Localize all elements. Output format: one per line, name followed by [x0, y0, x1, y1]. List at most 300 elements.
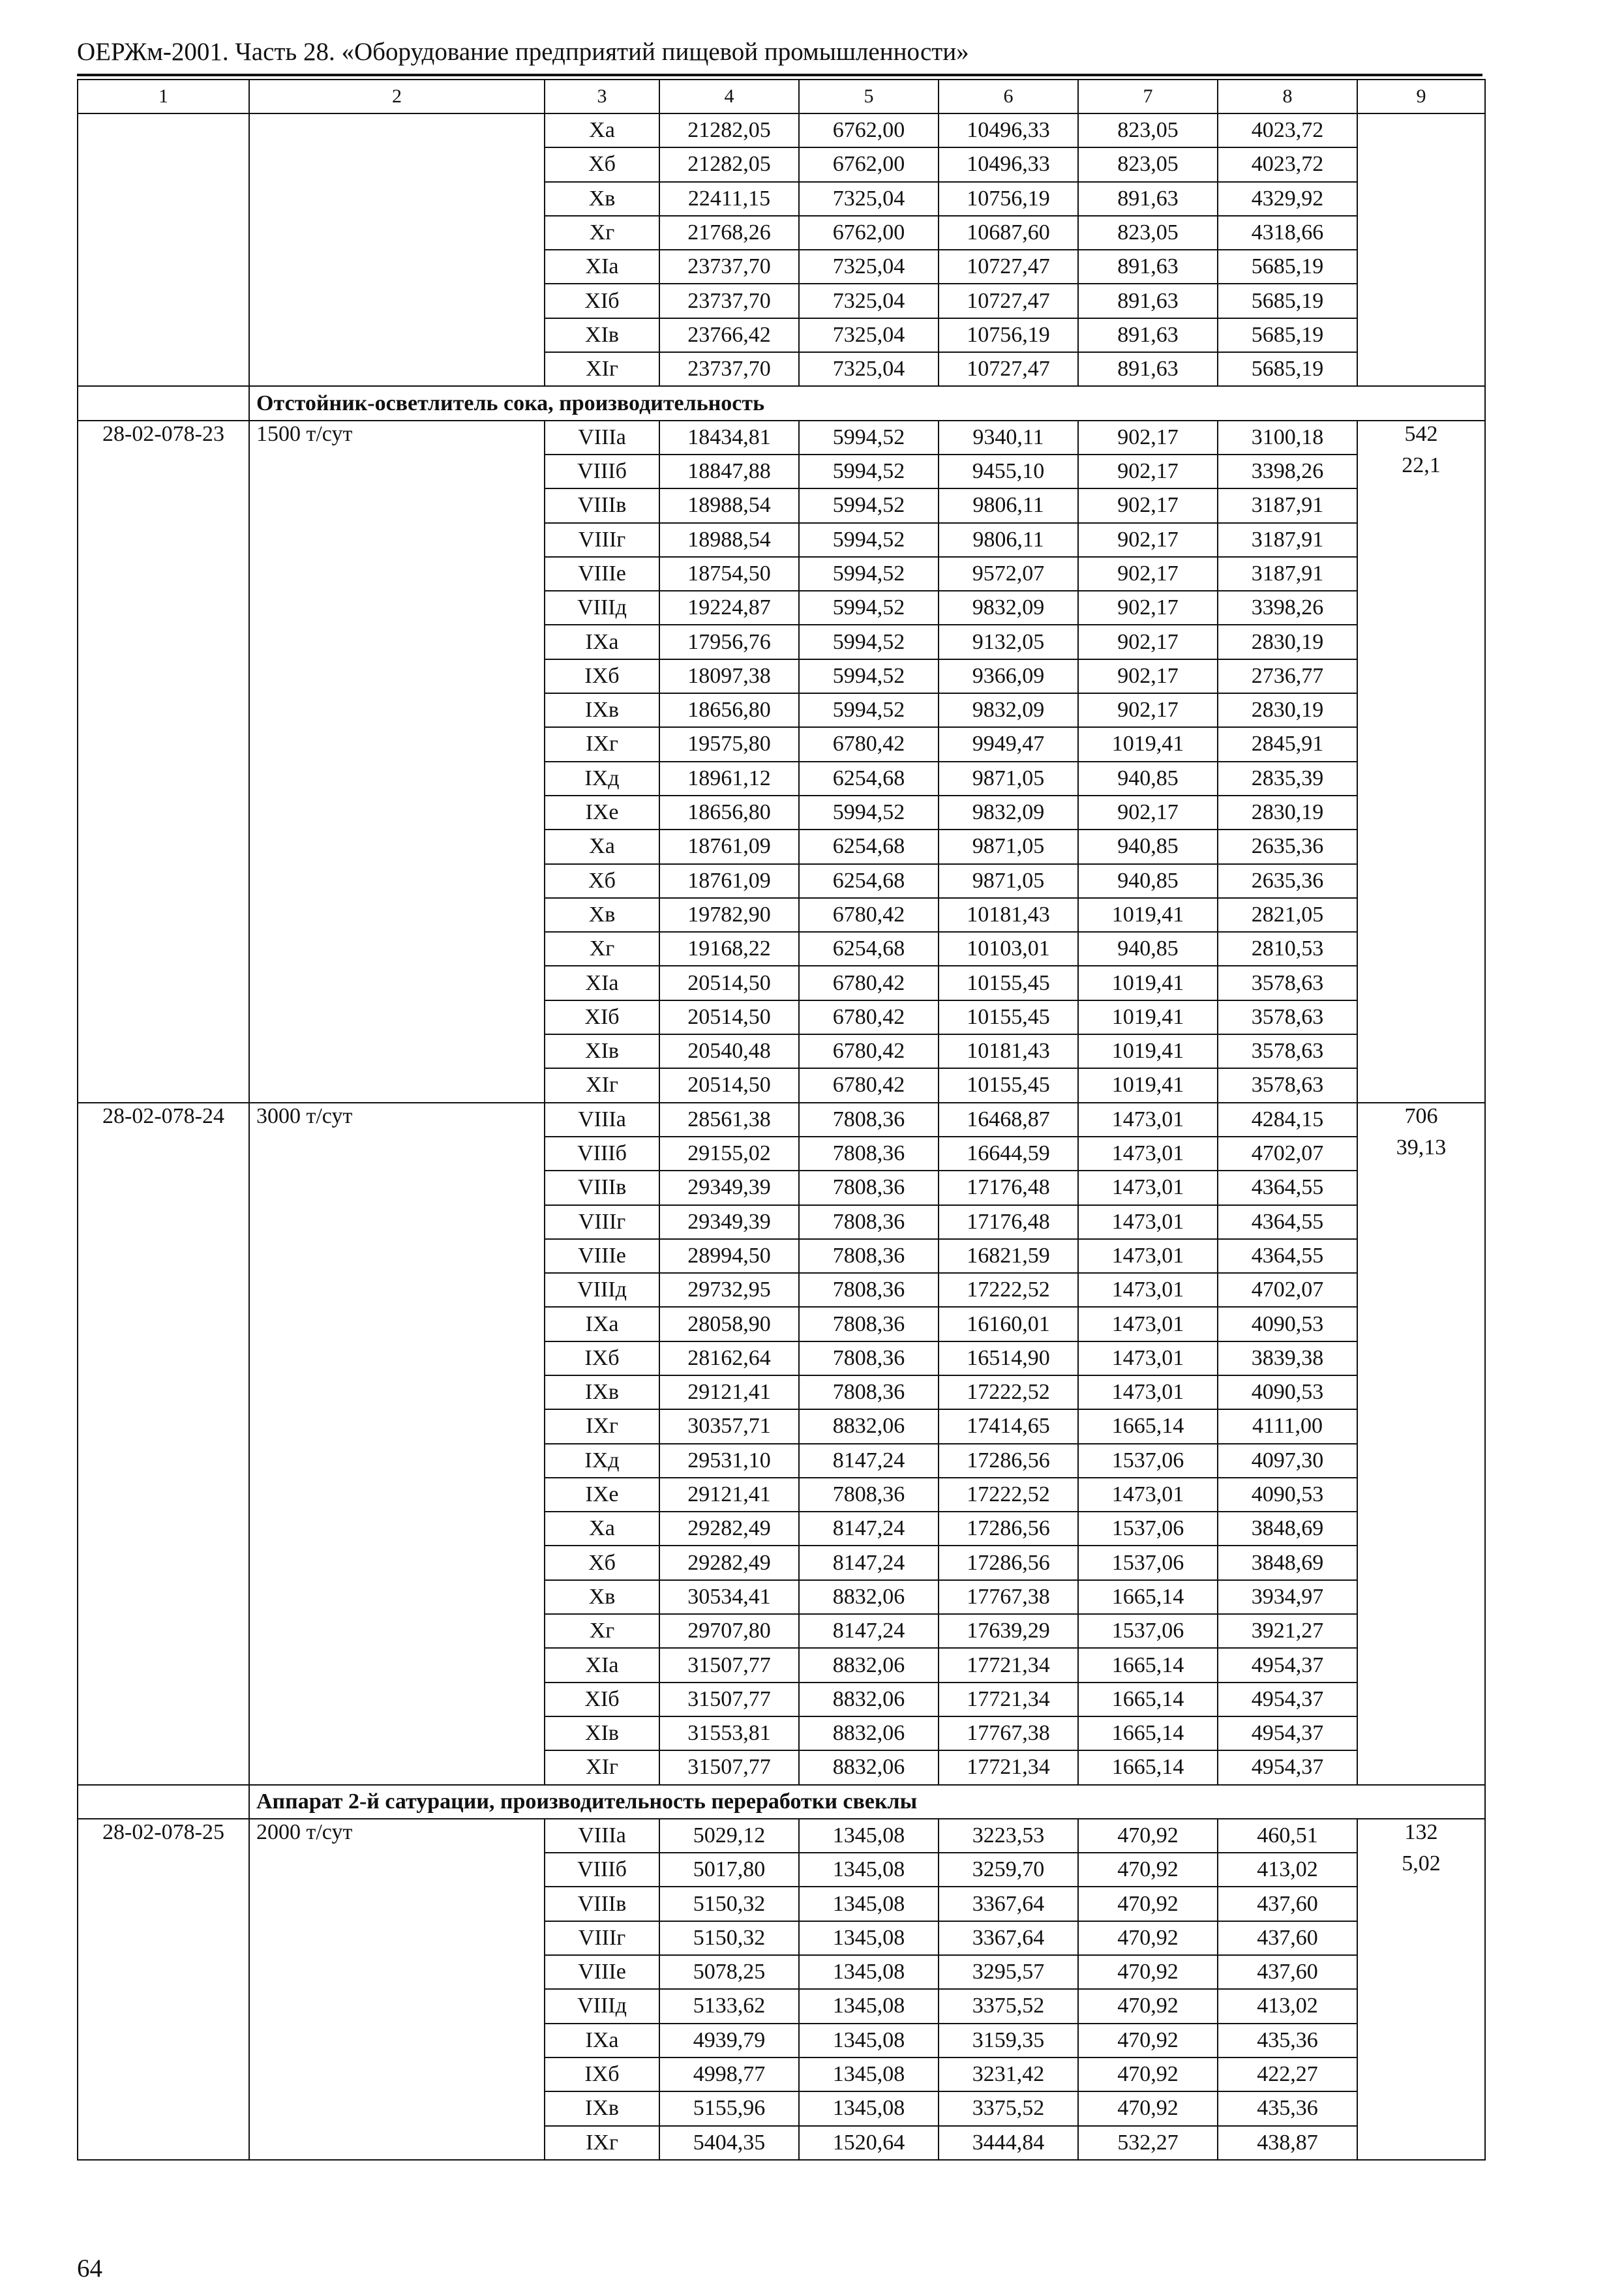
price-value: 18988,54 [659, 488, 799, 522]
price-value: 470,92 [1078, 1819, 1218, 1853]
price-value: 7325,04 [799, 182, 939, 216]
price-value: 470,92 [1078, 1921, 1218, 1955]
region-code: Xa [545, 113, 659, 147]
price-value: 18434,81 [659, 421, 799, 455]
price-value: 3100,18 [1218, 421, 1357, 455]
price-value: 1520,64 [799, 2126, 939, 2160]
table-row [78, 113, 1485, 147]
region-code: XIв [545, 1716, 659, 1750]
price-value: 17639,29 [939, 1614, 1078, 1648]
price-value: 10155,45 [939, 1000, 1078, 1034]
price-value: 17222,52 [939, 1478, 1078, 1512]
price-value: 1537,06 [1078, 1614, 1218, 1648]
price-value: 10687,60 [939, 216, 1078, 250]
price-value: 3367,64 [939, 1887, 1078, 1921]
price-value: 5994,52 [799, 659, 939, 693]
region-code: VIIIe [545, 1955, 659, 1989]
price-value: 16468,87 [939, 1103, 1078, 1137]
price-value: 437,60 [1218, 1887, 1357, 1921]
price-value: 30357,71 [659, 1409, 799, 1443]
price-value: 6780,42 [799, 727, 939, 761]
price-value: 1019,41 [1078, 1000, 1218, 1034]
price-value: 9832,09 [939, 693, 1078, 727]
region-code: Xг [545, 216, 659, 250]
price-value: 413,02 [1218, 1989, 1357, 2023]
price-value: 1345,08 [799, 1819, 939, 1853]
price-value: 4023,72 [1218, 147, 1357, 181]
region-code: IXe [545, 1478, 659, 1512]
price-value: 1345,08 [799, 1921, 939, 1955]
price-value: 4939,79 [659, 2024, 799, 2057]
region-code: VIIIд [545, 591, 659, 625]
region-code: XIв [545, 1034, 659, 1068]
price-value: 19224,87 [659, 591, 799, 625]
price-value: 5133,62 [659, 1989, 799, 2023]
price-value: 29282,49 [659, 1546, 799, 1579]
price-value: 4364,55 [1218, 1171, 1357, 1204]
rate-code: 28-02-078-24 [78, 1103, 249, 1785]
region-code: IXг [545, 2126, 659, 2160]
region-code: IXг [545, 727, 659, 761]
region-code: VIIIг [545, 523, 659, 557]
price-value: 2736,77 [1218, 659, 1357, 693]
price-value: 9832,09 [939, 591, 1078, 625]
price-value: 2835,39 [1218, 762, 1357, 796]
price-value: 17767,38 [939, 1580, 1078, 1614]
table-row [78, 421, 1485, 455]
price-value: 4364,55 [1218, 1239, 1357, 1273]
price-value: 1473,01 [1078, 1205, 1218, 1239]
price-value: 1473,01 [1078, 1307, 1218, 1341]
price-value: 7808,36 [799, 1375, 939, 1409]
price-value: 2830,19 [1218, 693, 1357, 727]
price-value: 3259,70 [939, 1853, 1078, 1887]
column-number: 7 [1078, 80, 1218, 113]
price-value: 5078,25 [659, 1955, 799, 1989]
price-value: 1473,01 [1078, 1137, 1218, 1171]
section-code-cell [78, 1785, 249, 1819]
region-code: XIa [545, 250, 659, 284]
region-code: VIIIг [545, 1921, 659, 1955]
price-value: 891,63 [1078, 318, 1218, 352]
price-value: 4954,37 [1218, 1750, 1357, 1784]
price-value: 10756,19 [939, 182, 1078, 216]
region-code: Xг [545, 932, 659, 966]
price-value: 5994,52 [799, 421, 939, 455]
region-code: IXa [545, 2024, 659, 2057]
price-value: 8832,06 [799, 1716, 939, 1750]
price-value: 23766,42 [659, 318, 799, 352]
price-value: 3848,69 [1218, 1546, 1357, 1579]
price-value: 4998,77 [659, 2057, 799, 2091]
region-code: IXд [545, 1444, 659, 1478]
labor-weight-cell [1357, 1103, 1485, 1785]
price-value: 9871,05 [939, 762, 1078, 796]
price-value: 4702,07 [1218, 1273, 1357, 1307]
region-code: IXв [545, 2091, 659, 2125]
price-value: 17721,34 [939, 1683, 1078, 1716]
price-value: 8832,06 [799, 1409, 939, 1443]
price-value: 902,17 [1078, 591, 1218, 625]
price-value: 3231,42 [939, 2057, 1078, 2091]
price-value: 22411,15 [659, 182, 799, 216]
price-value: 902,17 [1078, 693, 1218, 727]
price-value: 2830,19 [1218, 625, 1357, 659]
price-value: 3578,63 [1218, 1034, 1357, 1068]
price-value: 29282,49 [659, 1512, 799, 1546]
price-value: 18988,54 [659, 523, 799, 557]
price-value: 1345,08 [799, 1989, 939, 2023]
price-value: 4097,30 [1218, 1444, 1357, 1478]
price-value: 23737,70 [659, 284, 799, 318]
price-value: 5685,19 [1218, 250, 1357, 284]
region-code: VIIIг [545, 1205, 659, 1239]
price-value: 5994,52 [799, 523, 939, 557]
equipment-capacity: 3000 т/сут [249, 1103, 545, 1785]
price-value: 16160,01 [939, 1307, 1078, 1341]
region-code: VIIIб [545, 455, 659, 488]
price-value: 17414,65 [939, 1409, 1078, 1443]
price-value: 4090,53 [1218, 1307, 1357, 1341]
price-value: 1537,06 [1078, 1444, 1218, 1478]
price-value: 29349,39 [659, 1205, 799, 1239]
region-code: XIг [545, 1068, 659, 1102]
price-value: 902,17 [1078, 659, 1218, 693]
price-value: 891,63 [1078, 352, 1218, 386]
labor-weight-value: 22,1 [1402, 453, 1441, 477]
price-value: 21768,26 [659, 216, 799, 250]
price-value: 5994,52 [799, 488, 939, 522]
region-code: IXa [545, 625, 659, 659]
price-value: 3187,91 [1218, 523, 1357, 557]
price-value: 6780,42 [799, 1034, 939, 1068]
price-value: 3367,64 [939, 1921, 1078, 1955]
price-value: 10756,19 [939, 318, 1078, 352]
price-value: 5994,52 [799, 796, 939, 830]
equipment-capacity: 2000 т/сут [249, 1819, 545, 2160]
price-value: 9132,05 [939, 625, 1078, 659]
price-value: 1665,14 [1078, 1683, 1218, 1716]
price-value: 6780,42 [799, 1000, 939, 1034]
region-code: Xб [545, 147, 659, 181]
labor-weight-cell [1357, 421, 1485, 1103]
section-title: Отстойник-осветлитель сока, производительность [249, 386, 1485, 420]
price-value: 1473,01 [1078, 1375, 1218, 1409]
price-value: 9832,09 [939, 796, 1078, 830]
price-value: 1345,08 [799, 2024, 939, 2057]
labor-weight-value: 542 [1404, 421, 1438, 446]
region-code: Xв [545, 182, 659, 216]
region-code: Xб [545, 1546, 659, 1579]
price-value: 9455,10 [939, 455, 1078, 488]
price-value: 940,85 [1078, 762, 1218, 796]
price-value: 17286,56 [939, 1512, 1078, 1546]
column-number: 9 [1357, 80, 1485, 113]
price-value: 5685,19 [1218, 318, 1357, 352]
price-value: 30534,41 [659, 1580, 799, 1614]
price-value: 20540,48 [659, 1034, 799, 1068]
labor-weight-value: 706 [1404, 1103, 1438, 1128]
price-value: 1665,14 [1078, 1580, 1218, 1614]
price-value: 29531,10 [659, 1444, 799, 1478]
price-value: 5404,35 [659, 2126, 799, 2160]
price-value: 1345,08 [799, 1887, 939, 1921]
price-value: 3187,91 [1218, 557, 1357, 591]
price-value: 5685,19 [1218, 284, 1357, 318]
region-code: IXг [545, 1409, 659, 1443]
price-value: 460,51 [1218, 1819, 1357, 1853]
price-value: 18754,50 [659, 557, 799, 591]
price-value: 6780,42 [799, 966, 939, 1000]
price-value: 3444,84 [939, 2126, 1078, 2160]
price-value: 17222,52 [939, 1375, 1078, 1409]
price-value: 3159,35 [939, 2024, 1078, 2057]
price-value: 8147,24 [799, 1546, 939, 1579]
price-value: 3295,57 [939, 1955, 1078, 1989]
price-value: 5029,12 [659, 1819, 799, 1853]
labor-weight-value: 132 [1404, 1819, 1438, 1844]
section-row [78, 1785, 1485, 1819]
equipment-capacity: 1500 т/сут [249, 421, 545, 1103]
price-value: 5994,52 [799, 591, 939, 625]
price-value: 4111,00 [1218, 1409, 1357, 1443]
region-code: IXe [545, 796, 659, 830]
region-code: VIIIe [545, 557, 659, 591]
price-value: 437,60 [1218, 1955, 1357, 1989]
table-row [78, 1819, 1485, 1853]
section-row [78, 386, 1485, 420]
price-value: 1537,06 [1078, 1546, 1218, 1579]
price-value: 16821,59 [939, 1239, 1078, 1273]
price-value: 5017,80 [659, 1853, 799, 1887]
price-value: 4090,53 [1218, 1375, 1357, 1409]
price-value: 31507,77 [659, 1648, 799, 1682]
price-value: 28162,64 [659, 1341, 799, 1375]
price-value: 1019,41 [1078, 727, 1218, 761]
price-value: 17956,76 [659, 625, 799, 659]
price-value: 3934,97 [1218, 1580, 1357, 1614]
price-value: 9871,05 [939, 830, 1078, 863]
price-value: 470,92 [1078, 1887, 1218, 1921]
price-value: 7325,04 [799, 284, 939, 318]
price-value: 7808,36 [799, 1478, 939, 1512]
price-value: 1473,01 [1078, 1478, 1218, 1512]
region-code: VIIIв [545, 1887, 659, 1921]
price-value: 4023,72 [1218, 113, 1357, 147]
price-value: 19168,22 [659, 932, 799, 966]
price-value: 29121,41 [659, 1375, 799, 1409]
region-code: Xa [545, 1512, 659, 1546]
price-value: 1345,08 [799, 2057, 939, 2091]
rate-code: 28-02-078-25 [78, 1819, 249, 2160]
price-value: 3921,27 [1218, 1614, 1357, 1648]
price-value: 1665,14 [1078, 1750, 1218, 1784]
price-value: 940,85 [1078, 830, 1218, 863]
price-value: 9340,11 [939, 421, 1078, 455]
price-value: 9366,09 [939, 659, 1078, 693]
price-value: 891,63 [1078, 250, 1218, 284]
price-value: 2830,19 [1218, 796, 1357, 830]
region-code: XIг [545, 1750, 659, 1784]
price-value: 9572,07 [939, 557, 1078, 591]
price-value: 5994,52 [799, 455, 939, 488]
price-value: 1473,01 [1078, 1239, 1218, 1273]
price-value: 4954,37 [1218, 1648, 1357, 1682]
price-value: 5150,32 [659, 1921, 799, 1955]
labor-weight-cell [1357, 113, 1485, 386]
price-value: 10727,47 [939, 250, 1078, 284]
section-code-cell [78, 386, 249, 420]
price-value: 1665,14 [1078, 1648, 1218, 1682]
price-value: 1019,41 [1078, 898, 1218, 932]
region-code: XIб [545, 1000, 659, 1034]
price-value: 4954,37 [1218, 1716, 1357, 1750]
price-value: 8147,24 [799, 1444, 939, 1478]
price-value: 31507,77 [659, 1683, 799, 1716]
price-value: 10496,33 [939, 113, 1078, 147]
price-value: 1473,01 [1078, 1171, 1218, 1204]
price-value: 3578,63 [1218, 1068, 1357, 1102]
price-value: 1019,41 [1078, 1034, 1218, 1068]
region-code: XIг [545, 352, 659, 386]
region-code: VIIIa [545, 421, 659, 455]
price-value: 29349,39 [659, 1171, 799, 1204]
price-value: 10181,43 [939, 898, 1078, 932]
region-code: XIб [545, 1683, 659, 1716]
page-header: ОЕРЖм-2001. Часть 28. «Оборудование предприятий пищевой промышленности» [77, 38, 969, 66]
price-value: 21282,05 [659, 147, 799, 181]
price-value: 4364,55 [1218, 1205, 1357, 1239]
price-value: 470,92 [1078, 1853, 1218, 1887]
page-number: 64 [77, 2254, 102, 2282]
price-value: 532,27 [1078, 2126, 1218, 2160]
price-value: 823,05 [1078, 113, 1218, 147]
column-number: 6 [939, 80, 1078, 113]
region-code: VIIIa [545, 1819, 659, 1853]
price-value: 8832,06 [799, 1648, 939, 1682]
price-value: 5155,96 [659, 2091, 799, 2125]
column-number: 4 [659, 80, 799, 113]
price-value: 3375,52 [939, 1989, 1078, 2023]
price-value: 18656,80 [659, 796, 799, 830]
column-number: 8 [1218, 80, 1357, 113]
price-value: 437,60 [1218, 1921, 1357, 1955]
price-value: 470,92 [1078, 2057, 1218, 2091]
price-value: 17222,52 [939, 1273, 1078, 1307]
price-value: 5994,52 [799, 625, 939, 659]
price-value: 940,85 [1078, 864, 1218, 898]
price-value: 17286,56 [939, 1546, 1078, 1579]
price-value: 3398,26 [1218, 591, 1357, 625]
price-value: 3578,63 [1218, 966, 1357, 1000]
price-value: 5150,32 [659, 1887, 799, 1921]
price-value: 1537,06 [1078, 1512, 1218, 1546]
price-value: 17721,34 [939, 1750, 1078, 1784]
price-value: 5685,19 [1218, 352, 1357, 386]
price-value: 1345,08 [799, 1955, 939, 1989]
price-value: 6762,00 [799, 216, 939, 250]
region-code: VIIIб [545, 1137, 659, 1171]
table-body [78, 80, 1485, 2160]
price-value: 10181,43 [939, 1034, 1078, 1068]
price-value: 902,17 [1078, 523, 1218, 557]
price-value: 6780,42 [799, 898, 939, 932]
price-value: 7808,36 [799, 1137, 939, 1171]
price-value: 31507,77 [659, 1750, 799, 1784]
price-value: 28561,38 [659, 1103, 799, 1137]
region-code: VIIIв [545, 1171, 659, 1204]
price-value: 29732,95 [659, 1273, 799, 1307]
price-value: 6762,00 [799, 113, 939, 147]
price-value: 2635,36 [1218, 830, 1357, 863]
price-value: 23737,70 [659, 250, 799, 284]
price-value: 17286,56 [939, 1444, 1078, 1478]
price-value: 18847,88 [659, 455, 799, 488]
price-value: 29121,41 [659, 1478, 799, 1512]
price-value: 23737,70 [659, 352, 799, 386]
price-value: 8832,06 [799, 1750, 939, 1784]
price-value: 891,63 [1078, 182, 1218, 216]
price-value: 9949,47 [939, 727, 1078, 761]
price-value: 1473,01 [1078, 1103, 1218, 1137]
price-value: 470,92 [1078, 1955, 1218, 1989]
price-value: 902,17 [1078, 557, 1218, 591]
region-code: XIб [545, 284, 659, 318]
price-value: 7808,36 [799, 1273, 939, 1307]
price-value: 1345,08 [799, 1853, 939, 1887]
price-value: 16644,59 [939, 1137, 1078, 1171]
price-value: 9806,11 [939, 523, 1078, 557]
price-value: 18761,09 [659, 864, 799, 898]
region-code: IXб [545, 659, 659, 693]
price-value: 19782,90 [659, 898, 799, 932]
region-code: IXв [545, 693, 659, 727]
price-value: 10155,45 [939, 966, 1078, 1000]
price-value: 5994,52 [799, 693, 939, 727]
price-value: 17767,38 [939, 1716, 1078, 1750]
price-value: 902,17 [1078, 625, 1218, 659]
column-number: 5 [799, 80, 939, 113]
price-value: 422,27 [1218, 2057, 1357, 2091]
price-value: 6254,68 [799, 762, 939, 796]
price-value: 3848,69 [1218, 1512, 1357, 1546]
price-value: 10727,47 [939, 352, 1078, 386]
price-value: 6254,68 [799, 830, 939, 863]
price-value: 17176,48 [939, 1171, 1078, 1204]
region-code: XIa [545, 1648, 659, 1682]
price-value: 8147,24 [799, 1614, 939, 1648]
column-number: 3 [545, 80, 659, 113]
price-value: 28994,50 [659, 1239, 799, 1273]
price-value: 902,17 [1078, 488, 1218, 522]
price-value: 28058,90 [659, 1307, 799, 1341]
region-code: IXб [545, 1341, 659, 1375]
region-code: IXв [545, 1375, 659, 1409]
price-value: 17721,34 [939, 1648, 1078, 1682]
equipment-capacity [249, 113, 545, 386]
region-code: VIIIд [545, 1273, 659, 1307]
price-value: 7808,36 [799, 1239, 939, 1273]
region-code: IXa [545, 1307, 659, 1341]
region-code: VIIIд [545, 1989, 659, 2023]
price-value: 4702,07 [1218, 1137, 1357, 1171]
price-value: 8147,24 [799, 1512, 939, 1546]
price-value: 18656,80 [659, 693, 799, 727]
price-value: 29155,02 [659, 1137, 799, 1171]
price-value: 1345,08 [799, 2091, 939, 2125]
price-value: 31553,81 [659, 1716, 799, 1750]
price-value: 16514,90 [939, 1341, 1078, 1375]
